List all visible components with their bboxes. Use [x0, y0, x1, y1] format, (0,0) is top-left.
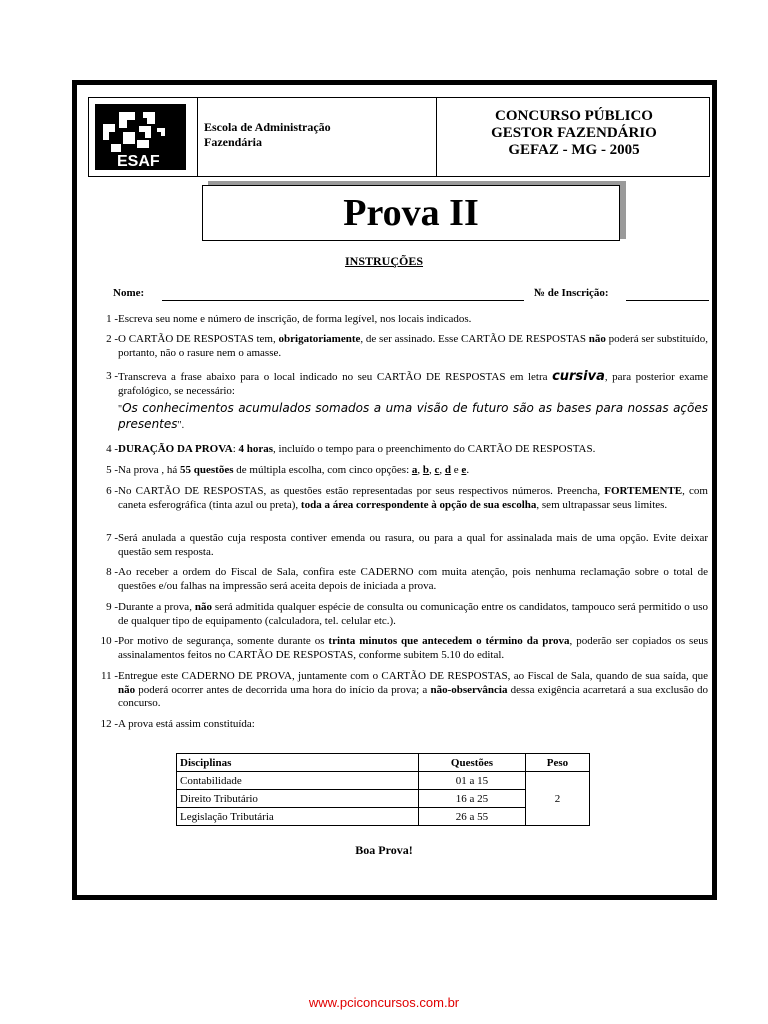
item-text	[118, 635, 708, 662]
instruction-item	[88, 670, 708, 711]
text-run: , sem ultrapassar seus limites.	[536, 498, 668, 511]
text-run: poderá ser substituído, portanto, não o rasure nem o amasse.	[118, 333, 709, 359]
quote-mark: "	[118, 404, 123, 415]
cursive-word: cursiva	[552, 369, 605, 384]
item-number: 5 -	[106, 464, 118, 476]
text-bold: FORTEMENTE	[604, 485, 683, 497]
item-text: Ao receber a ordem do Fiscal de Sala, confira este CADERNO com muita atenção, pois nenhuma reclamação sobre o total de questões e/ou falhas na impressão será aceita depois de iniciada a prova.	[118, 566, 708, 592]
quote-mark: ".	[177, 420, 185, 431]
instruction-item	[88, 333, 708, 360]
contest-line: CONCURSO PÚBLICO	[495, 108, 653, 124]
text-run: , para posterior exame grafológico, se necessário:	[118, 371, 708, 397]
text-run: de múltipla escolha, com cinco opções:	[233, 464, 412, 476]
discipline-cell: Direito Tributário	[177, 790, 419, 808]
questions-cell: 16 a 25	[419, 790, 526, 808]
text-bold: 55 questões	[180, 464, 234, 476]
text-run: , com caneta esferográfica (tinta azul ou preta),	[118, 485, 708, 511]
instruction-item	[88, 635, 708, 662]
text-run: :	[232, 443, 239, 455]
instruction-item	[88, 485, 708, 512]
esaf-logo	[95, 104, 186, 170]
item-number: 9 -	[106, 601, 118, 613]
instruction-item	[88, 601, 708, 628]
text-run: , incluído o tempo para o preenchimento do CARTÃO DE RESPOSTAS.	[273, 443, 596, 455]
item-text	[118, 464, 708, 478]
exam-title: Prova II	[202, 185, 620, 241]
item-number: 7 -	[106, 532, 118, 544]
subjects-table	[176, 753, 590, 826]
contest-info	[439, 108, 709, 159]
option-e: e	[461, 464, 467, 476]
text-bold: DURAÇÃO DA PROVA	[118, 443, 233, 455]
weight-cell: 2	[526, 772, 590, 826]
table-header-row	[177, 754, 590, 772]
questions-cell: 26 a 55	[419, 808, 526, 826]
text-bold: obrigatoriamente	[278, 333, 361, 345]
instruction-item	[88, 370, 708, 433]
contest-line: GEFAZ - MG - 2005	[508, 142, 640, 158]
item-number: 3 -	[106, 370, 118, 382]
header-divider	[436, 98, 437, 176]
table-row	[177, 772, 590, 790]
text-run: ,	[439, 464, 445, 476]
item-text	[118, 333, 708, 360]
name-label: Nome:	[113, 287, 145, 299]
option-a: a	[411, 464, 418, 476]
header-divider	[197, 98, 198, 176]
phrase-text: Os conhecimentos acumulados somados a uma visão de futuro são as bases para nossas ações presentes	[118, 401, 708, 431]
text-bold: não	[118, 683, 136, 696]
item-text: A prova está assim constituída:	[118, 718, 255, 730]
instruction-item	[88, 464, 708, 478]
header-box	[88, 97, 710, 177]
text-run: e	[451, 464, 462, 476]
text-run: ,	[429, 464, 435, 476]
item-number: 8 -	[106, 566, 118, 578]
text-run: O CARTÃO DE RESPOSTAS tem,	[118, 333, 279, 345]
item-text	[118, 601, 708, 628]
text-run: será admitida qualquer espécie de consulta ou comunicação entre os candidatos, tampouco será permitido o uso de qualquer tipo de equipamento (calculadora, tel. celular etc.).	[118, 601, 709, 627]
discipline-cell: Legislação Tributária	[177, 808, 419, 826]
discipline-cell: Contabilidade	[177, 772, 419, 790]
school-line: Escola de Administração	[204, 120, 331, 134]
name-line	[162, 300, 524, 301]
text-run: Entregue este CADERNO DE PROVA, juntamente com o CARTÃO DE RESPOSTAS, ao Fiscal de Sala, quando de sua saída, que	[118, 670, 708, 682]
text-run: ,	[417, 464, 423, 476]
text-run: poderá ocorrer antes de decorrida uma hora do início da prova; a	[135, 683, 431, 696]
item-number: 11 -	[100, 670, 118, 682]
text-bold: não	[588, 333, 606, 345]
item-text: Será anulada a questão cuja resposta contiver emenda ou rasura, ou para a qual for assinalada mais de uma opção. Evite deixar questão sem resposta.	[118, 532, 708, 558]
text-run: Transcreva a frase abaixo para o local indicado no seu CARTÃO DE RESPOSTAS em letra	[118, 371, 553, 383]
esaf-logo-icon	[95, 104, 186, 170]
inscricao-line	[626, 300, 709, 301]
text-run: No CARTÃO DE RESPOSTAS, as questões estão representadas por seus respectivos números. Preencha,	[118, 485, 605, 497]
text-bold: 4 horas	[238, 443, 274, 455]
svg-text:ESAF: ESAF	[117, 153, 160, 170]
item-number: 4 -	[106, 443, 118, 455]
text-run: Durante a prova,	[118, 601, 195, 613]
item-text	[118, 485, 708, 512]
text-run: Por motivo de segurança, somente durante os	[118, 635, 329, 647]
item-text	[118, 670, 708, 711]
instructions-title: INSTRUÇÕES	[344, 254, 424, 268]
school-name	[204, 120, 331, 150]
school-line: Fazendária	[204, 135, 262, 149]
text-bold: não	[194, 601, 212, 613]
text-run: , de ser assinado. Esse CARTÃO DE RESPOSTAS	[360, 333, 589, 345]
text-bold: não-observância	[430, 683, 508, 696]
text-run: dessa exigência acarretará a sua exclusão do concurso.	[118, 683, 708, 709]
option-c: c	[434, 464, 440, 476]
instruction-item	[88, 443, 708, 457]
inscricao-label: № de Inscrição:	[534, 287, 609, 299]
column-header: Questões	[419, 754, 526, 772]
text-run: Na prova , há	[118, 464, 181, 476]
text-bold: trinta minutos que antecedem o término da prova	[328, 635, 570, 647]
item-number: 2 -	[106, 333, 118, 345]
item-text	[118, 370, 708, 433]
text-run: , poderão ser copiados os seus assinalamentos feitos no CARTÃO DE RESPOSTAS, conforme subitem 5.10 do edital.	[118, 635, 708, 661]
text-bold: toda a área correspondente à opção de sua escolha	[300, 498, 537, 511]
option-d: d	[444, 464, 452, 476]
questions-cell: 01 a 15	[419, 772, 526, 790]
text-run: .	[466, 464, 470, 476]
instruction-item	[88, 532, 708, 559]
contest-line: GESTOR FAZENDÁRIO	[491, 125, 657, 141]
instruction-item	[88, 566, 708, 593]
item-number: 1 -	[106, 313, 118, 325]
item-text: Escreva seu nome e número de inscrição, de forma legível, nos locais indicados.	[118, 313, 472, 325]
column-header: Disciplinas	[177, 754, 419, 772]
handwriting-phrase	[118, 401, 708, 433]
closing-message: Boa Prova!	[355, 843, 413, 857]
item-text	[118, 443, 708, 457]
item-number: 6 -	[106, 485, 118, 497]
column-header: Peso	[526, 754, 590, 772]
instruction-item	[88, 313, 708, 327]
item-number: 10 -	[100, 635, 118, 647]
footer-site-link[interactable]: www.pciconcursos.com.br	[308, 995, 460, 1010]
option-b: b	[422, 464, 430, 476]
instruction-item	[88, 718, 708, 732]
item-number: 12 -	[100, 718, 118, 730]
